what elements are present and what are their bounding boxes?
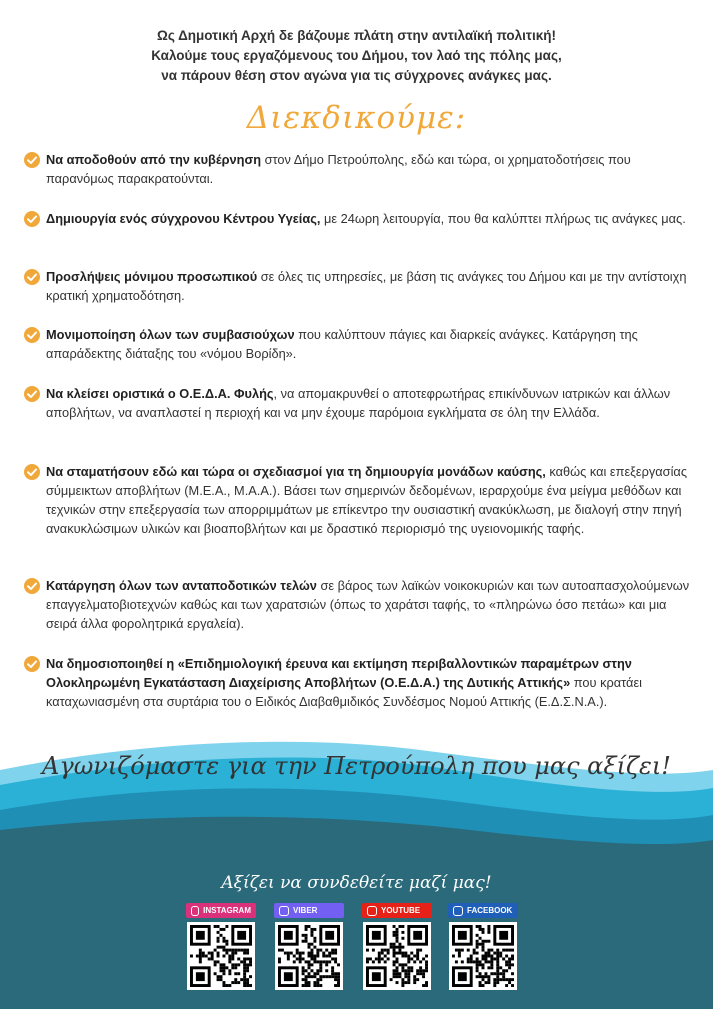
demand-text: , να απομακρυνθεί ο αποτεφρωτήρας επικίνδυνων ιατρικών και άλλων αποβλήτων, να αναπλαστεί η περιοχή και να μην έχουμε παρόμοια εγκλήματα σε όλη την Ελλάδα. (46, 386, 671, 420)
demand-text: καθώς και επεξεργασίας σύμμεικτων αποβλήτων (Μ.Ε.Α., Μ.Α.Α.). Βάσει των σημερινών δεδομένων, ιεραρχούμε ένα μείγμα μεθόδων και τεχνικών στην επεξεργασία των απορριμμάτων με επίκεντρο την ουσιαστική ανακύκλωση, με διαλογή στην πηγή ανακυκλώσιμων υλικών και βιοαποβλήτων και με δραστικό περιορισμό της υγειονομικής ταφής. (46, 464, 687, 536)
demand-bold: Δημιουργία ενός σύγχρονου Κέντρου Υγείας, (46, 211, 321, 226)
facebook-label: FACEBOOK (467, 906, 513, 915)
demand-item (24, 325, 694, 363)
intro-text (0, 26, 713, 86)
check-badge-icon (24, 152, 40, 168)
demand-bold: Να αποδοθούν από την κυβέρνηση (46, 152, 262, 167)
demand-item (24, 654, 694, 711)
youtube-badge[interactable] (362, 903, 432, 918)
demand-bold: Να δημοσιοποιηθεί η «Επιδημιολογική έρευνα και εκτίμηση περιβαλλοντικών παραμέτρων στην Ολοκληρωμένη Εγκατάσταση Διαχείρισης Αποβλήτων (Ο.Ε.Δ.Α.) της Δυτικής Αττικής» (46, 656, 632, 690)
check-badge-icon (24, 386, 40, 402)
instagram-icon (191, 906, 199, 916)
connect-heading: Αξίζει να συνδεθείτε μαζί μας! (221, 873, 492, 893)
demand-bold: Μονιμοποίηση όλων των συμβασιούχων (46, 327, 295, 342)
demand-text: που κρατάει καταχωνιασμένη στα συρτάρια του ο Ειδικός Διαβαθμιδικός Συνδέσμος Νομού Αττικής (Ε.Δ.Σ.Ν.Α.). (46, 675, 642, 709)
demand-bold: Κατάργηση όλων των ανταποδοτικών τελών (46, 578, 317, 593)
demand-item (24, 150, 694, 188)
demand-bold: Να σταματήσουν εδώ και τώρα οι σχεδιασμοί για τη δημιουργία μονάδων καύσης, (46, 464, 546, 479)
check-badge-icon (24, 464, 40, 480)
intro-line-3: να πάρουν θέση στον αγώνα για τις σύγχρονες ανάγκες μας. (161, 68, 552, 83)
demand-text: σε όλες τις υπηρεσίες, με βάση τις ανάγκες του Δήμου και με την αντίστοιχη κρατική χρηματοδότηση. (46, 269, 687, 303)
demand-item (24, 384, 694, 422)
check-badge-icon (24, 211, 40, 227)
intro-line-2: Καλούμε τους εργαζόμενους του Δήμου, τον λαό της πόλης μας, (151, 48, 562, 63)
youtube-label: YOUTUBE (381, 906, 421, 915)
instagram-badge[interactable] (186, 903, 256, 918)
intro-line-1: Ως Δημοτική Αρχή δε βάζουμε πλάτη στην αντιλαϊκή πολιτική! (157, 28, 556, 43)
facebook-qr-code[interactable] (449, 922, 517, 990)
demand-bold: Να κλείσει οριστικά ο Ο.Ε.Δ.Α. Φυλής (46, 386, 274, 401)
demand-item (24, 576, 694, 633)
viber-label: VIBER (293, 906, 318, 915)
demand-text: με 24ωρη λειτουργία, που θα καλύπτει πλήρως τις ανάγκες μας. (320, 211, 686, 226)
demands-heading: Διεκδικούμε: (246, 100, 467, 136)
instagram-qr-code[interactable] (187, 922, 255, 990)
facebook-badge[interactable] (448, 903, 518, 918)
check-badge-icon (24, 578, 40, 594)
instagram-label: INSTAGRAM (203, 906, 251, 915)
demand-text: που καλύπτουν πάγιες και διαρκείς ανάγκες. Κατάργηση της απαράδεκτης διάταξης του «νόμου Βορίδη». (46, 327, 638, 361)
check-badge-icon (24, 656, 40, 672)
demand-item (24, 209, 694, 228)
check-badge-icon (24, 327, 40, 343)
viber-qr-code[interactable] (275, 922, 343, 990)
demand-item (24, 462, 694, 538)
demand-text: σε βάρος των λαϊκών νοικοκυριών και των αυτοαπασχολούμενων επαγγελματοβιοτεχνών καθώς και των χαρατσιών (όπως το χαράτσι ταφής, το «πληρώνω όσο πετάω» και μια σειρά άλλα φορολητρικά εργαλεία). (46, 578, 690, 631)
demand-text: στον Δήμο Πετρούπολης, εδώ και τώρα, οι χρηματοδοτήσεις που παρανόμως παρακρατούνται. (46, 152, 631, 186)
youtube-qr-code[interactable] (363, 922, 431, 990)
youtube-icon (367, 906, 377, 916)
demand-item (24, 267, 694, 305)
viber-icon (279, 906, 289, 916)
facebook-icon (453, 906, 463, 916)
slogan: Αγωνιζόμαστε για την Πετρούπολη που μας αξίζει! (42, 752, 671, 780)
check-badge-icon (24, 269, 40, 285)
viber-badge[interactable] (274, 903, 344, 918)
demand-bold: Προσλήψεις μόνιμου προσωπικού (46, 269, 258, 284)
